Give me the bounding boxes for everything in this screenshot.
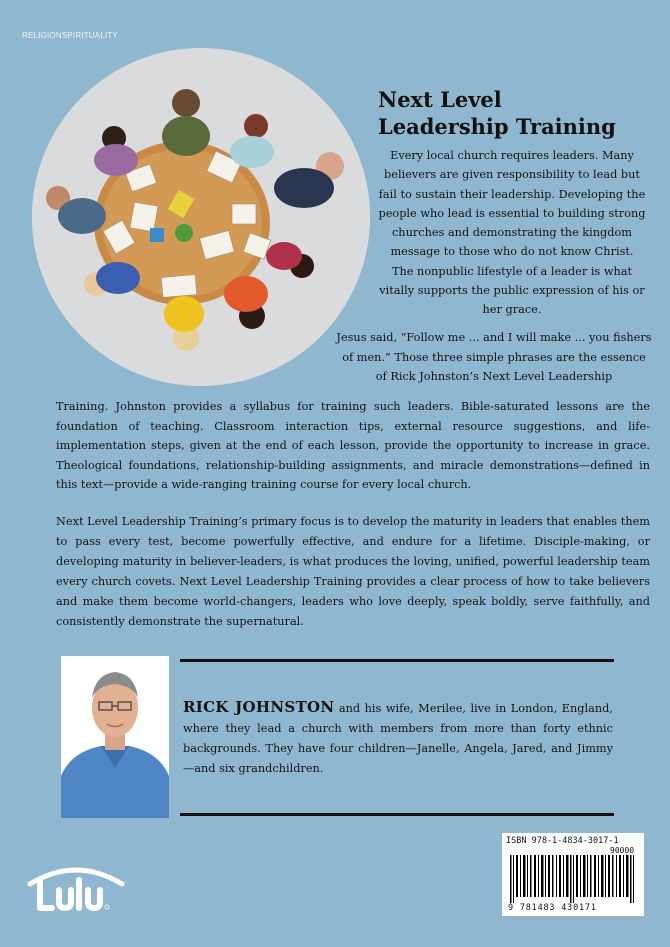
- book-title: [378, 86, 648, 140]
- intro-paragraph: Every local church requires leaders. Many believers are given responsibility to lead but fail to sustain their leadership. Developing the people who lead is essential to building strong churches and demonstrating the kingdom message to those who do not know Christ. The nonpublic lifestyle of a leader is what vitally supports the public expression of his or her grace.: [378, 149, 646, 317]
- top-divider: [180, 659, 614, 662]
- author-portrait-photo: [61, 656, 169, 818]
- lulu-logo: [26, 860, 126, 918]
- focus-paragraph: Next Level Leadership Training’s primary focus is to develop the maturity in leaders that enables them to pass every test, become powerfully effective, and endure for a lifetime. Disciple-making, or developing maturity in believer-leaders, is what produces the loving, unified, powerful leadership team every church covets. Next Level Leadership Training provides a clear process of how to take believers and make them become world-changers, leaders who love deeply, speak boldly, serve faithfully, and consistently demonstrate the supernatural.: [56, 515, 650, 628]
- barcode: [502, 833, 644, 916]
- barcode-bars: [508, 855, 638, 903]
- book-title-line2: Leadership Training: [378, 114, 616, 139]
- quote-paragraph-continued: Training. Johnston provides a syllabus for training such leaders. Bible-saturated lessons are the foundation of teaching. Classroom interaction tips, external resource suggestions, and life-implementation steps, given at the end of each lesson, provide the opportunity to increase in grace. Theological foundations, relationship-building assignments, and miracle demonstrations—defined in this text—provide a wide-ranging training course for every local church.: [56, 400, 650, 492]
- category-label: RELIGIONSPIRITUALITY: [22, 31, 119, 40]
- book-title-line1: Next Level: [378, 87, 502, 112]
- people-around-table-photo: [32, 48, 370, 386]
- author-name: RICK JOHNSTON: [183, 698, 335, 716]
- author-bio: [183, 697, 613, 779]
- author-bio-text: and his wife, Merilee, live in London, England, where they lead a church with members from more than forty ethnic backgrounds. They have four children—Janelle, Angela, Jared, and Jimmy—and six grandchildren.: [183, 702, 613, 775]
- barcode-digits: 9 781483 430171: [508, 903, 597, 913]
- bottom-divider: [180, 813, 614, 816]
- isbn-label: ISBN 978-1-4834-3017-1: [506, 836, 619, 846]
- quote-paragraph-start: Jesus said, “Follow me ... and I will make ... you fishers of men.” Those three simple phrases are the essence of Rick Johnston’s Next Level Leadership: [336, 331, 652, 384]
- price-code: 90000: [610, 846, 635, 855]
